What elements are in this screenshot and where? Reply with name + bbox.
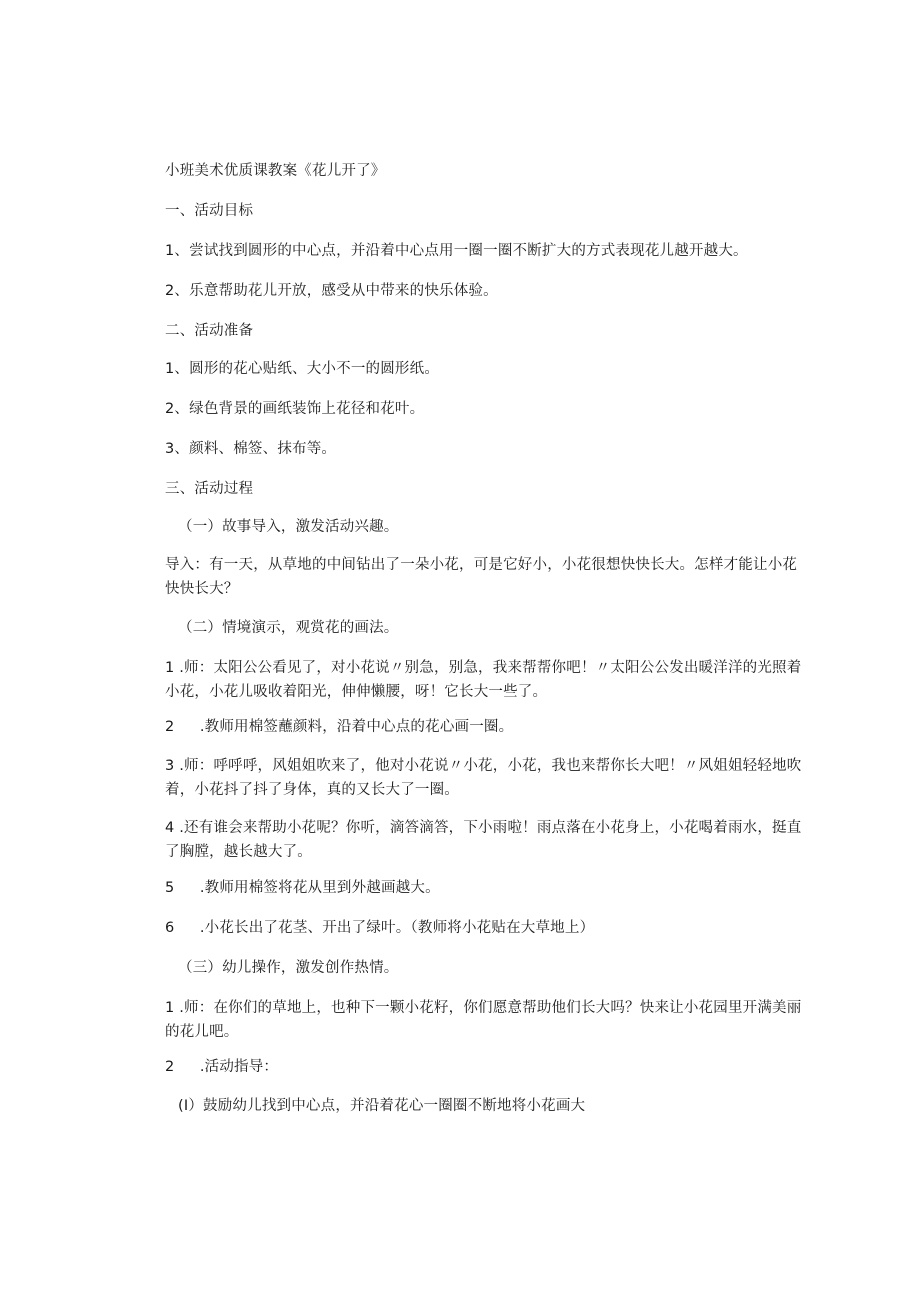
part3-heading: （三）幼儿操作，激发创作热情。 xyxy=(178,960,399,976)
part2-item-3-text: .师：呼呼呼，风姐姐吹来了，他对小花说〃小花，小花，我也来帮你长大吧！〃风姐姐轻轻地吹着，小花抖了抖了身体，真的又长大了一圈。 xyxy=(165,758,802,798)
part1-text-content: 导入：有一天，从草地的中间钻出了一朵小花，可是它好小，小花很想快快长大。怎样才能让小花快快长大？ xyxy=(165,557,798,597)
part2-item-1-text: .师：太阳公公看见了，对小花说〃别急，别急，我来帮帮你吧！〃太阳公公发出暖洋洋的光照着小花，小花儿吸收着阳光，伸伸懒腰，呀！它长大一些了。 xyxy=(165,660,802,700)
part2-item-5 xyxy=(165,877,440,899)
part3-item-1-number: 1 xyxy=(165,1000,175,1016)
section-heading-goals: 一、活动目标 xyxy=(165,203,254,219)
part2-item-2-number: 2 xyxy=(165,719,175,735)
part2-item-3 xyxy=(165,754,805,802)
part2-item-1-number: 1 xyxy=(165,660,175,676)
part1-heading: （一）故事导入，激发活动兴趣。 xyxy=(178,519,399,535)
part3-item-2-text: .活动指导： xyxy=(199,1059,279,1075)
section-heading-process: 三、活动过程 xyxy=(165,481,254,497)
part3-item-2-number: 2 xyxy=(165,1059,175,1075)
part2-item-5-text: .教师用棉签将花从里到外越画越大。 xyxy=(199,880,440,896)
goal-item-2: 2、乐意帮助花儿开放，感受从中带来的快乐体验。 xyxy=(165,283,498,299)
part2-item-4 xyxy=(165,816,805,864)
prep-item-1: 1、圆形的花心贴纸、大小不一的圆形纸。 xyxy=(165,361,440,377)
part2-item-1 xyxy=(165,656,805,704)
prep-item-2: 2、绿色背景的画纸装饰上花径和花叶。 xyxy=(165,401,425,417)
part2-item-3-number: 3 xyxy=(165,758,175,774)
part2-item-6-number: 6 xyxy=(165,920,175,936)
document-title: 小班美术优质课教案《花儿开了》 xyxy=(165,163,386,179)
part3-sub-item: (I）鼓励幼儿找到中心点，并沿着花心一圈圈不断地将小花画大 xyxy=(178,1098,586,1114)
part2-item-2 xyxy=(165,716,513,738)
part2-heading: （二）情境演示，观赏花的画法。 xyxy=(178,620,399,636)
part3-item-1 xyxy=(165,996,805,1044)
part2-item-4-text: .还有谁会来帮助小花呢？你听，滴答滴答，下小雨啦！雨点落在小花身上，小花喝着雨水，挺直了胸膛，越长越大了。 xyxy=(165,820,802,860)
part3-item-2 xyxy=(165,1056,278,1078)
part2-item-5-number: 5 xyxy=(165,880,175,896)
section-heading-preparation: 二、活动准备 xyxy=(165,323,254,339)
goal-item-1: 1、尝试找到圆形的中心点，并沿着中心点用一圈一圈不断扩大的方式表现花儿越开越大。 xyxy=(165,243,748,259)
prep-item-3: 3、颜料、棉签、抹布等。 xyxy=(165,441,337,457)
part1-text xyxy=(165,553,805,601)
part2-item-6 xyxy=(165,917,594,939)
part3-item-1-text: .师：在你们的草地上，也种下一颗小花籽，你们愿意帮助他们长大吗？快来让小花园里开满美丽的花儿吧。 xyxy=(165,1000,802,1040)
part2-item-2-text: .教师用棉签蘸颜料，沿着中心点的花心画一圈。 xyxy=(199,719,514,735)
part2-item-6-text: .小花长出了花茎、开出了绿叶。（教师将小花贴在大草地上） xyxy=(199,920,595,936)
part2-item-4-number: 4 xyxy=(165,820,175,836)
